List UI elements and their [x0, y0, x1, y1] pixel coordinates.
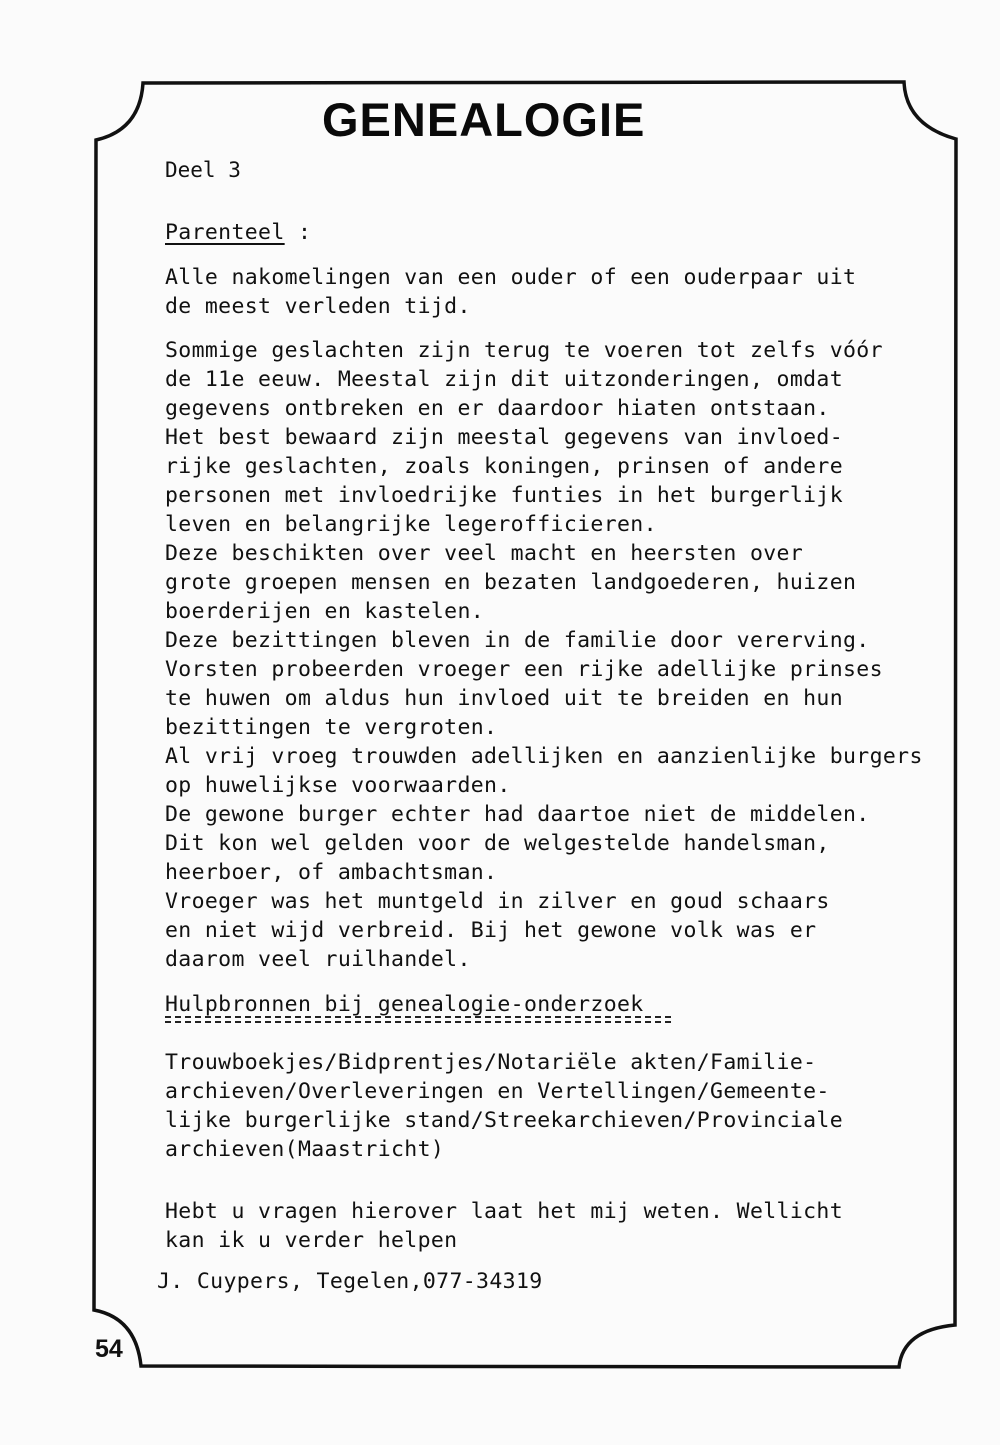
- text-line: leven en belangrijke legerofficieren.: [165, 512, 657, 537]
- text-line: personen met invloedrijke funties in het burgerlijk: [165, 483, 843, 508]
- text-line: Dit kon wel gelden voor de welgestelde handelsman,: [165, 831, 830, 856]
- section-heading-parenteel: Parenteel :: [165, 220, 312, 245]
- text-line: de 11e eeuw. Meestal zijn dit uitzonderingen, omdat: [165, 367, 843, 392]
- page-number: 54: [95, 1335, 123, 1363]
- section-heading-hulpbronnen: Hulpbronnen bij genealogie-onderzoek: [165, 992, 644, 1017]
- text-line: heerboer, of ambachtsman.: [165, 860, 498, 885]
- text-line: grote groepen mensen en bezaten landgoederen, huizen: [165, 570, 857, 595]
- text-line: Vroeger was het muntgeld in zilver en goud schaars: [165, 889, 830, 914]
- text-line: daarom veel ruilhandel.: [165, 947, 471, 972]
- closing-paragraph: Hebt u vragen hierover laat het mij weten. Wellicht kan ik u verder helpen: [165, 1199, 843, 1253]
- text-line: Sommige geslachten zijn terug te voeren tot zelfs vóór: [165, 338, 883, 363]
- text-line: lijke burgerlijke stand/Streekarchieven/Provinciale: [165, 1108, 843, 1133]
- definition-paragraph: Alle nakomelingen van een ouder of een ouderpaar uit de meest verleden tijd.: [165, 265, 857, 319]
- page-title: GENEALOGIE: [322, 93, 646, 146]
- text-line: archieven(Maastricht): [165, 1137, 445, 1162]
- text-line: bezittingen te vergroten.: [165, 715, 498, 740]
- text-line: op huwelijkse voorwaarden.: [165, 773, 511, 798]
- text-line: rijke geslachten, zoals koningen, prinsen of andere: [165, 454, 843, 479]
- text-line: Vorsten probeerden vroeger een rijke adellijke prinses: [165, 657, 883, 682]
- text-line: Deze beschikten over veel macht en heersten over: [165, 541, 804, 566]
- text-line: Trouwboekjes/Bidprentjes/Notariële akten/Familie-: [165, 1050, 817, 1075]
- text-line: boerderijen en kastelen.: [165, 599, 485, 624]
- text-line: archieven/Overleveringen en Vertellingen/Gemeente-: [165, 1079, 830, 1104]
- signature: J. Cuypers, Tegelen,077-34319: [157, 1269, 543, 1294]
- body-paragraph: [165, 336, 923, 974]
- text-line: De gewone burger echter had daartoe niet de middelen.: [165, 802, 870, 827]
- double-underline: [165, 1016, 671, 1023]
- text-line: Het best bewaard zijn meestal gegevens van invloed-: [165, 425, 843, 450]
- text-line: te huwen om aldus hun invloed uit te breiden en hun: [165, 686, 843, 711]
- text-line: Al vrij vroeg trouwden adellijken en aanzienlijke burgers: [165, 744, 923, 769]
- text-line: en niet wijd verbreid. Bij het gewone volk was er: [165, 918, 817, 943]
- sources-paragraph: [165, 1048, 843, 1164]
- text-line: gegevens ontbreken en er daardoor hiaten ontstaan.: [165, 396, 830, 421]
- part-label: Deel 3: [165, 158, 241, 182]
- text-line: Deze bezittingen bleven in de familie door vererving.: [165, 628, 870, 653]
